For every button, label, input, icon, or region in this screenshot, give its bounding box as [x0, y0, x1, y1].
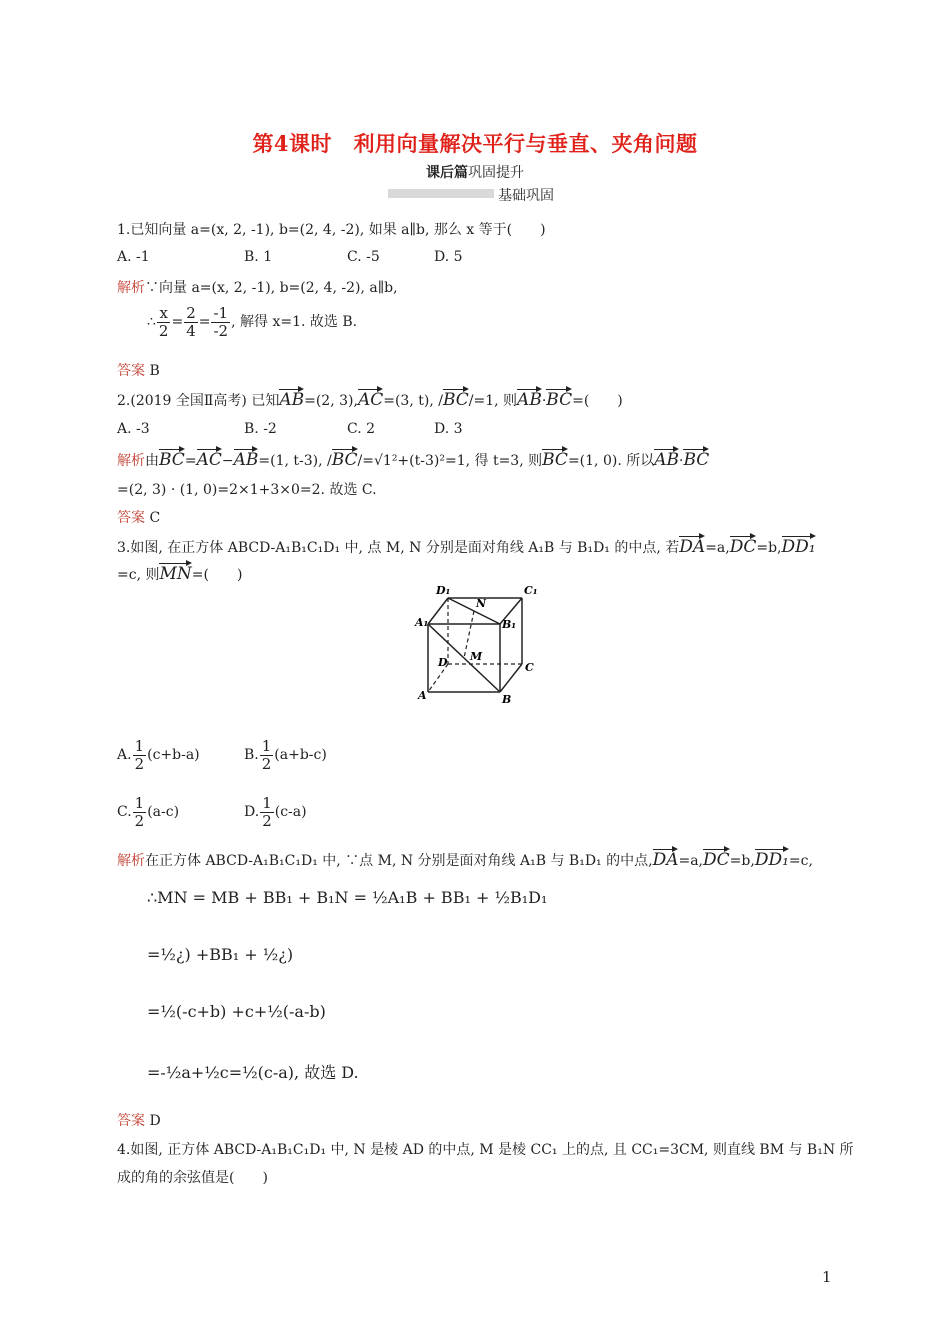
- q2-answer: 答案 C: [117, 510, 161, 526]
- vector-da: DA: [653, 846, 679, 870]
- label-n: N: [476, 597, 487, 610]
- q3-option-a: A. $\frac{1}{2}$ (c+b-a): [117, 737, 200, 773]
- q3-option-d: D. $\frac{1}{2}$ (c-a): [244, 794, 307, 830]
- q1-analysis-line1: 解析∵向量 a=(x, 2, -1), b=(2, 4, -2), a∥b,: [117, 280, 398, 296]
- page-number: 1: [822, 1268, 832, 1286]
- label-b1: B₁: [502, 618, 517, 631]
- analysis-label: 解析: [117, 280, 145, 296]
- label-d1: D₁: [436, 584, 451, 597]
- vector-mn: MN: [159, 560, 191, 584]
- vector-dd1: DD₁: [755, 846, 789, 870]
- q3-analysis-line1: 解析在正方体 ABCD-A₁B₁C₁D₁ 中, ∵点 M, N 分别是面对角线 A₁B 与 B₁D₁ 的中点,DA=a,DC=b,DD₁=c,: [117, 846, 813, 870]
- vector-ab: AB: [279, 386, 304, 410]
- q2-option-b: B. -2: [244, 421, 277, 437]
- q3-option-c: C. $\frac{1}{2}$ (a-c): [117, 794, 180, 830]
- vector-bc: BC: [443, 386, 469, 410]
- q3-analysis-line3: =½¿) +BB₁ + ½¿): [147, 945, 294, 964]
- vector-bc: BC: [332, 446, 358, 470]
- section-bar: [388, 189, 494, 198]
- vector-ab: AB: [517, 386, 542, 410]
- q2-analysis-line2: =(2, 3) · (1, 0)=2×1+3×0=2. 故选 C.: [117, 482, 377, 498]
- q3-analysis-line2: ∴MN = MB + BB₁ + B₁N = ½A₁B + BB₁ + ½B₁D₁: [147, 888, 548, 907]
- q2-option-a: A. -3: [117, 421, 150, 437]
- q1-answer: 答案 B: [117, 363, 160, 379]
- q3-option-b: B. $\frac{1}{2}$ (a+b-c): [244, 737, 327, 773]
- label-c1: C₁: [524, 584, 538, 597]
- fraction: $\frac{2}{4}$: [186, 304, 196, 340]
- vector-dd1: DD₁: [782, 533, 816, 557]
- section-heading: 基础巩固: [498, 188, 554, 204]
- q3-answer: 答案 D: [117, 1113, 161, 1129]
- vector-ab: AB: [654, 446, 679, 470]
- q3-stem-line1: 3.如图, 在正方体 ABCD-A₁B₁C₁D₁ 中, 点 M, N 分别是面对角线 A₁B 与 B₁D₁ 的中点, 若DA=a,DC=b,DD₁: [117, 533, 816, 557]
- subtitle: [0, 162, 950, 182]
- label-a1: A₁: [415, 616, 429, 629]
- vector-bc: BC: [546, 386, 572, 410]
- q4-stem-line1: 4.如图, 正方体 ABCD-A₁B₁C₁D₁ 中, N 是棱 AD 的中点, M 是棱 CC₁ 上的点, 且 CC₁=3CM, 则直线 BM 与 B₁N 所: [117, 1142, 854, 1158]
- label-a: A: [418, 689, 427, 702]
- vector-bc: BC: [683, 446, 709, 470]
- q1-stem: 1.已知向量 a=(x, 2, -1), b=(2, 4, -2), 如果 a∥b, 那么 x 等于( ): [117, 222, 546, 238]
- q1-option-b: B. 1: [244, 249, 273, 265]
- q2-analysis-line1: 解析由BC=AC−AB=(1, t-3), /BC/=√1²+(t-3)²=1, 得 t=3, 则BC=(1, 0). 所以AB·BC: [117, 446, 709, 470]
- vector-bc: BC: [542, 446, 568, 470]
- subtitle-bold: 课后篇: [426, 165, 468, 181]
- vector-ab: AB: [234, 446, 259, 470]
- q1-option-d: D. 5: [434, 249, 463, 265]
- vector-da: DA: [679, 533, 705, 557]
- cube-figure: [412, 582, 542, 707]
- vector-dc: DC: [703, 846, 730, 870]
- fraction: $\frac{-1}{-2}$: [213, 304, 229, 340]
- page-title: 第4课时 利用向量解决平行与垂直、夹角问题: [252, 131, 698, 156]
- label-b: B: [502, 693, 512, 706]
- fraction: $\frac{x}{2}$: [158, 304, 169, 340]
- subtitle-rest: 巩固提升: [468, 165, 524, 181]
- vector-bc: BC: [159, 446, 185, 470]
- vector-ac: AC: [358, 386, 383, 410]
- q1-analysis-line2: ∴ $\frac{x}{2}$ = $\frac{2}{4}$ = $\frac{-1}{-2}$ , 解得 x=1. 故选 B.: [147, 304, 358, 340]
- q2-option-c: C. 2: [347, 421, 376, 437]
- q2-stem: 2.(2019 全国Ⅱ高考) 已知AB=(2, 3),AC=(3, t), /BC/=1, 则AB·BC=( ): [117, 386, 623, 410]
- q1-option-c: C. -5: [347, 249, 380, 265]
- label-d: D: [438, 656, 448, 669]
- q2-option-d: D. 3: [434, 421, 463, 437]
- q1-option-a: A. -1: [117, 249, 150, 265]
- vector-ac: AC: [197, 446, 222, 470]
- q3-analysis-line5: =-½a+½c=½(c-a), 故选 D.: [147, 1063, 359, 1082]
- q4-stem-line2: 成的角的余弦值是( ): [117, 1170, 268, 1186]
- label-m: M: [470, 650, 483, 663]
- vector-dc: DC: [730, 533, 757, 557]
- q3-stem-line2: =c, 则MN=( ): [117, 560, 242, 584]
- q3-analysis-line4: =½(-c+b) +c+½(-a-b): [147, 1002, 326, 1021]
- label-c: C: [525, 661, 534, 674]
